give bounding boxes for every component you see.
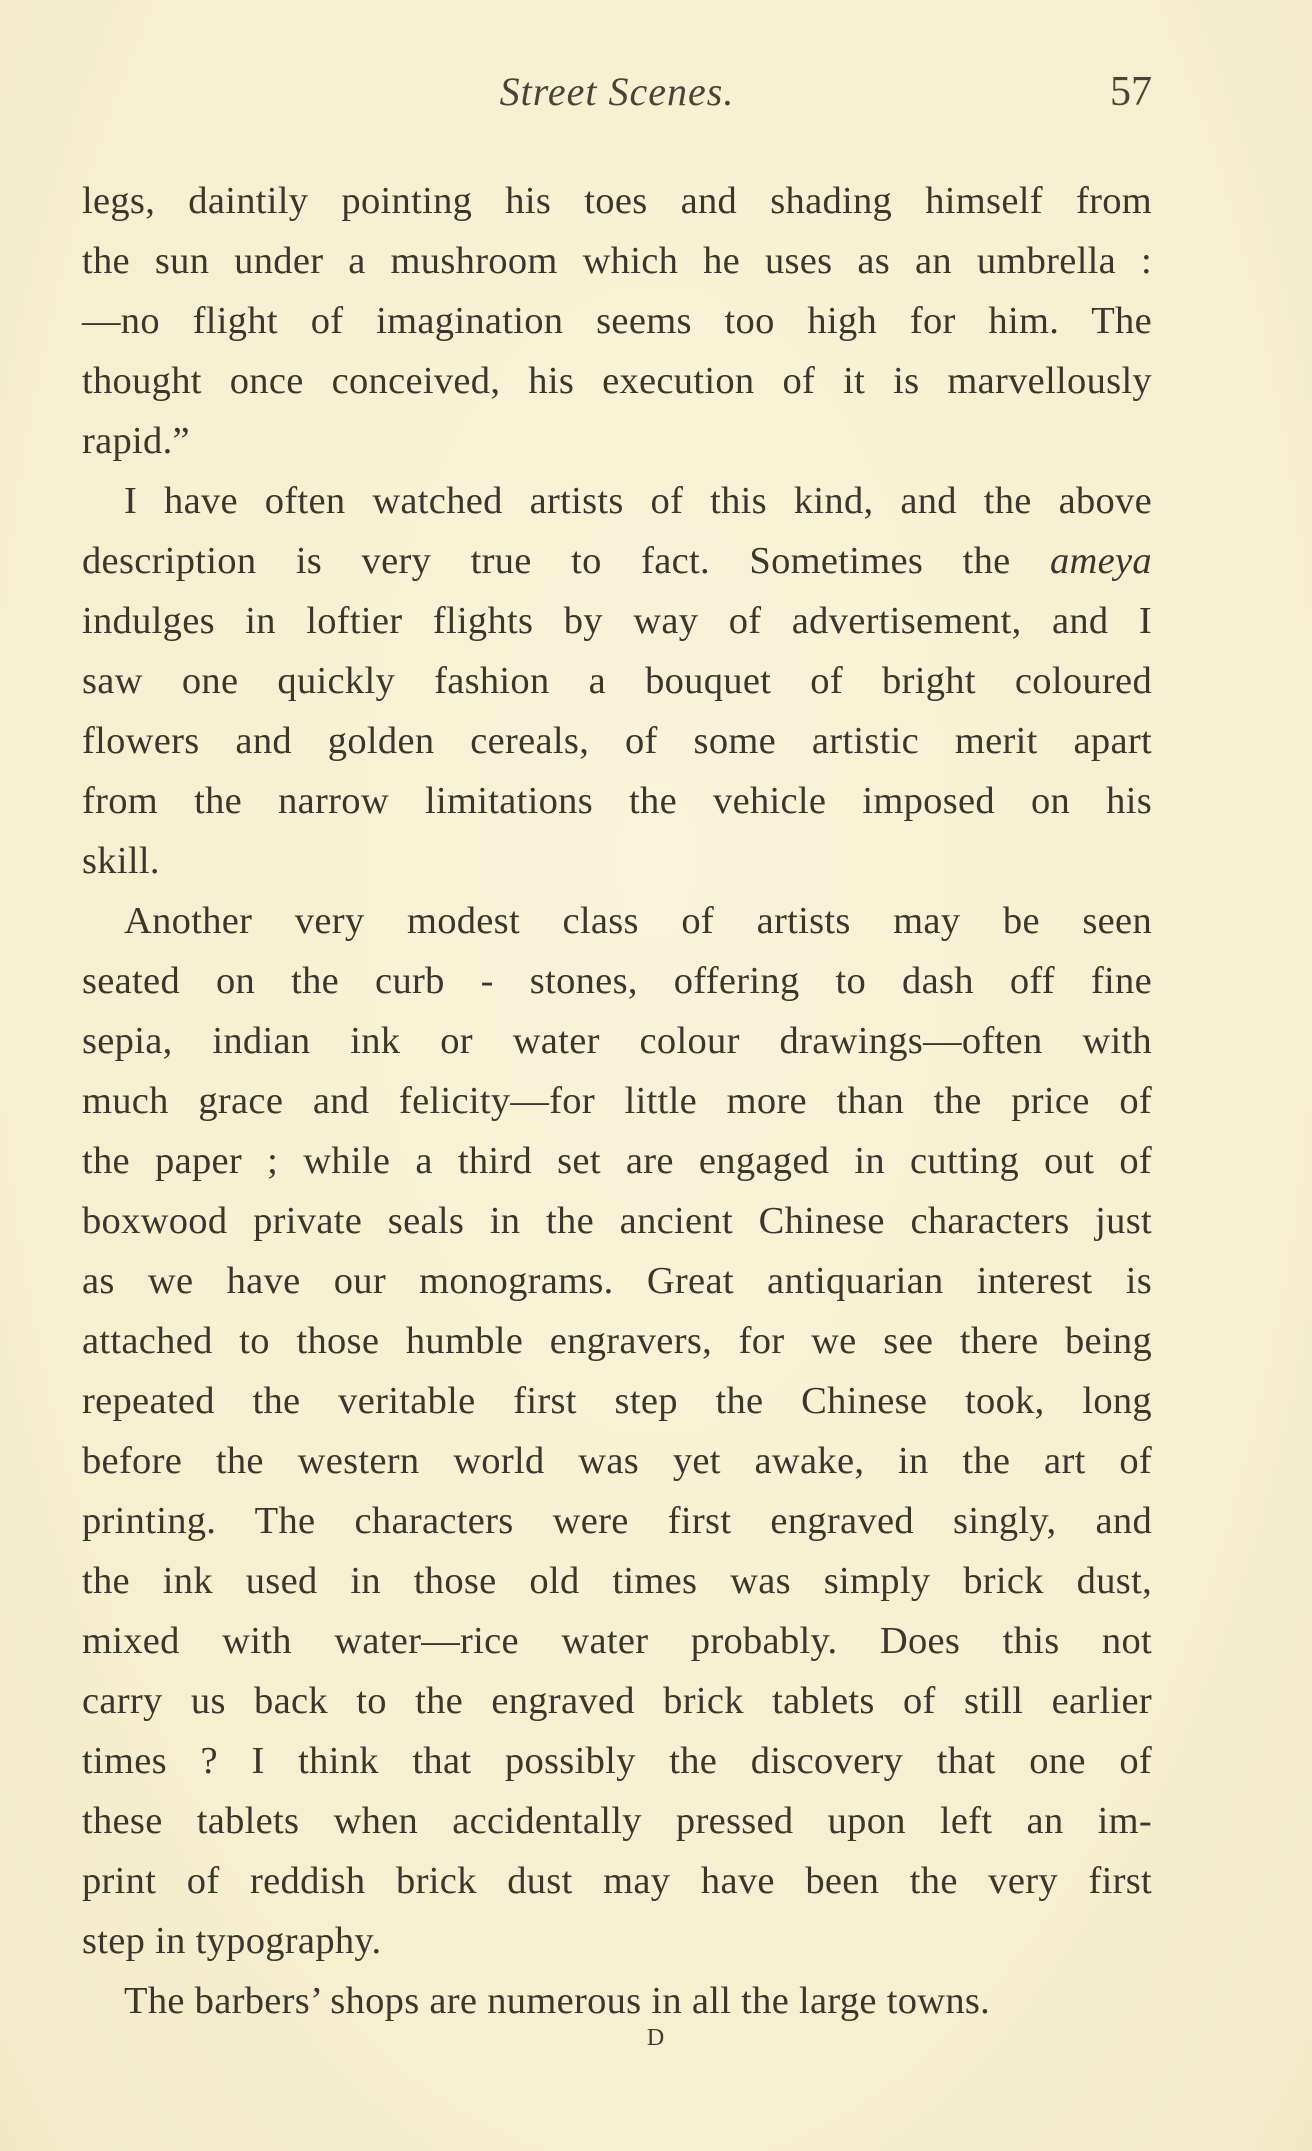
text-line: skill.: [82, 840, 160, 882]
text-line: sepia, indian ink or water colour drawings—often with: [82, 1020, 1152, 1062]
text-line: the paper ; while a third set are engaged in cutting out of: [82, 1140, 1152, 1182]
body-text: [82, 171, 1152, 2031]
text-line: indulges in loftier flights by way of advertisement, and I: [82, 600, 1152, 642]
text-line: rapid.”: [82, 420, 190, 462]
text-line: the ink used in those old times was simply brick dust,: [82, 1560, 1152, 1602]
text-line: repeated the veritable first step the Chinese took, long: [82, 1380, 1152, 1422]
text-line-segment: description is very true to fact. Sometimes the: [82, 540, 1011, 582]
text-line: printing. The characters were first engraved singly, and: [82, 1500, 1152, 1542]
text-line: seated on the curb - stones, offering to dash off fine: [82, 960, 1152, 1002]
text-line: these tablets when accidentally pressed upon left an im-: [82, 1800, 1152, 1842]
running-head: [82, 60, 1152, 120]
running-title: Street Scenes.: [499, 69, 735, 114]
text-line: before the western world was yet awake, in the art of: [82, 1440, 1152, 1482]
text-line: mixed with water—rice water probably. Does this not: [82, 1620, 1152, 1662]
text-line: much grace and felicity—for little more than the price of: [82, 1080, 1152, 1122]
text-line: boxwood private seals in the ancient Chinese characters just: [82, 1200, 1152, 1242]
text-line: times ? I think that possibly the discovery that one of: [82, 1740, 1152, 1782]
text-line: legs, daintily pointing his toes and shading himself from: [82, 180, 1152, 222]
text-line: flowers and golden cereals, of some artistic merit apart: [82, 720, 1152, 762]
italic-term: ameya: [1050, 540, 1152, 582]
text-line: the sun under a mushroom which he uses as an umbrella :: [82, 240, 1152, 282]
text-line: The barbers’ shops are numerous in all the large towns.: [124, 1980, 991, 2022]
text-line: Another very modest class of artists may be seen: [124, 900, 1152, 942]
text-line: thought once conceived, his execution of it is marvellously: [82, 360, 1152, 402]
signature-mark: D: [646, 2025, 666, 2051]
text-line: attached to those humble engravers, for we see there being: [82, 1320, 1152, 1362]
text-line: from the narrow limitations the vehicle imposed on his: [82, 780, 1152, 822]
text-line: saw one quickly fashion a bouquet of bright coloured: [82, 660, 1152, 702]
text-line: —no flight of imagination seems too high for him. The: [82, 300, 1152, 342]
text-line-with-italic: [82, 531, 1152, 591]
text-line: carry us back to the engraved brick tablets of still earlier: [82, 1680, 1152, 1722]
text-line: print of reddish brick dust may have been the very first: [82, 1860, 1152, 1902]
text-line: step in typography.: [82, 1920, 382, 1962]
page-number: 57: [1110, 69, 1152, 115]
text-line: as we have our monograms. Great antiquarian interest is: [82, 1260, 1152, 1302]
text-line: I have often watched artists of this kind, and the above: [124, 480, 1152, 522]
